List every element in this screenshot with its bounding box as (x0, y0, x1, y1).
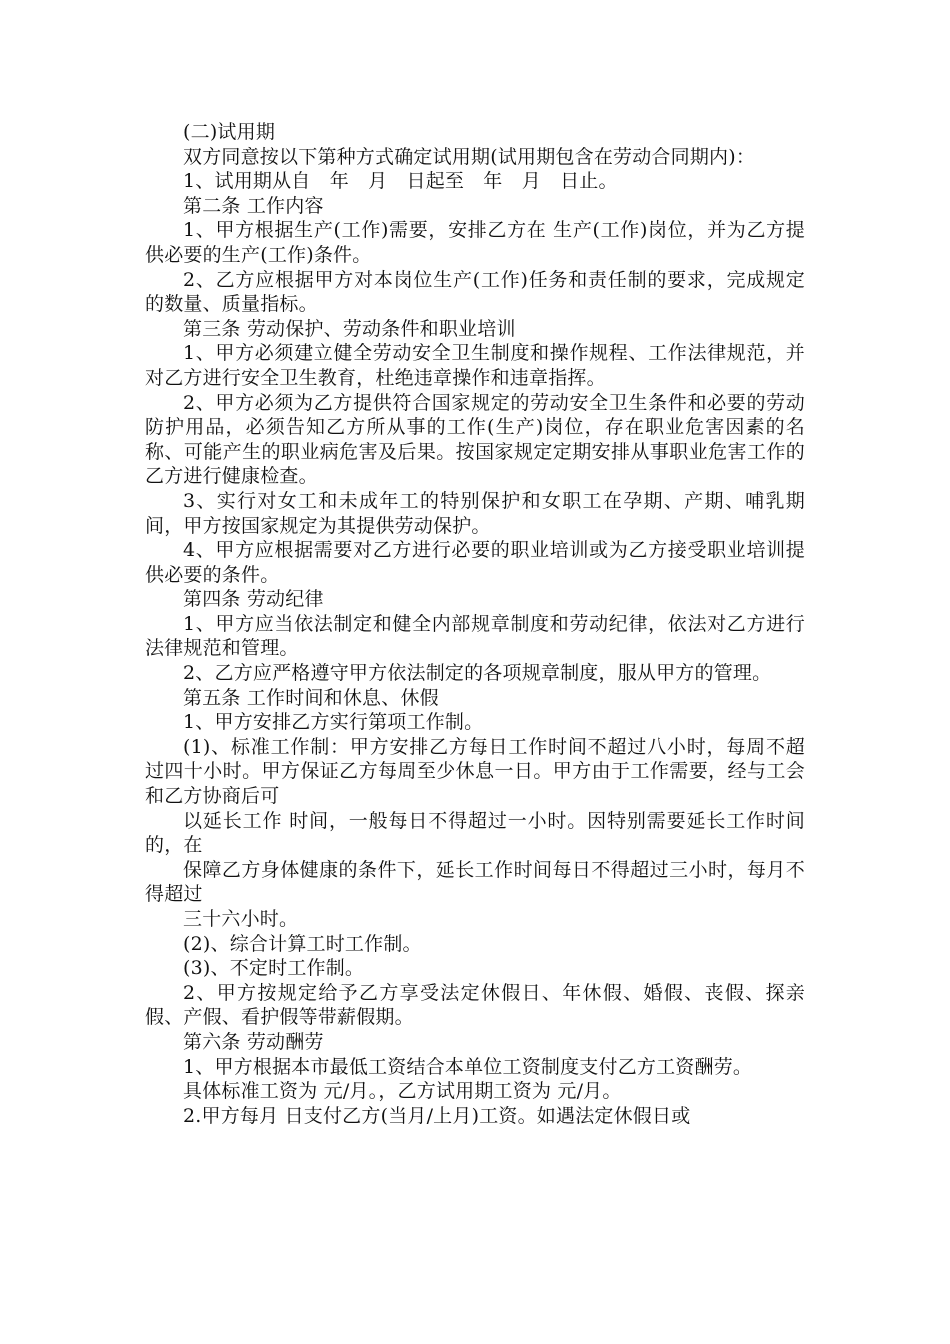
article-4-clause-2: 2、乙方应严格遵守甲方依法制定的各项规章制度，服从甲方的管理。 (183, 662, 772, 685)
article-4-clause-1: 1、甲方应当依法制定和健全内部规章制度和劳动纪律，依法对乙方进行法律规范和管理。 (145, 612, 805, 660)
article-3-heading: 第三条 劳动保护、劳动条件和职业培训 (183, 317, 516, 340)
article-4-heading: 第四条 劳动纪律 (183, 588, 324, 611)
article-5-monthly-cap: 三十六小时。 (183, 908, 299, 930)
article-6-clause-1: 1、甲方根据本市最低工资结合本单位工资制度支付乙方工资酬劳。 (183, 1055, 753, 1078)
article-2-clause-1: 1、甲方根据生产(工作)需要，安排乙方在 生产(工作)岗位，并为乙方提供必要的生产(工作)条件。 (145, 219, 805, 266)
article-2-clause-2: 2、乙方应根据甲方对本岗位生产(工作)任务和责任制的要求，完成规定的数量、质量指标。 (145, 268, 805, 316)
paragraph-probation-method: 双方同意按以下第种方式确定试用期(试用期包含在劳动合同期内)： (183, 145, 756, 168)
article-5-comprehensive-hours: (2)、综合计算工时工作制。 (183, 932, 422, 955)
paragraph-probation-heading: (二)试用期 (183, 121, 276, 143)
article-5-overtime-health: 保障乙方身体健康的条件下，延长工作时间每日不得超过三小时，每月不得超过 (145, 858, 805, 906)
article-6-wage-standard: 具体标准工资为 元/月。，乙方试用期工资为 元/月。 (183, 1080, 622, 1103)
paragraph-probation-period: 1、试用期从自 年 月 日起至 年 月 日止。 (183, 170, 618, 193)
article-3-clause-3: 3、实行对女工和未成年工的特别保护和女职工在孕期、产期、哺乳期间，甲方按国家规定为其提供劳动保护。 (145, 489, 805, 537)
article-5-clause-2: 2、甲方按规定给予乙方享受法定休假日、年休假、婚假、丧假、探亲假、产假、看护假等带薪假期。 (145, 981, 805, 1029)
article-3-clause-4: 4、甲方应根据需要对乙方进行必要的职业培训或为乙方接受职业培训提供必要的条件。 (145, 539, 805, 586)
article-6-heading: 第六条 劳动酬劳 (183, 1030, 324, 1053)
document-page (145, 120, 805, 1128)
article-5-standard-hours: (1)、标准工作制：甲方安排乙方每日工作时间不超过八小时，每周不超过四十小时。甲方保证乙方每周至少休息一日。甲方由于工作需要，经与工会和乙方协商后可 (145, 735, 805, 808)
article-5-heading: 第五条 工作时间和休息、休假 (183, 686, 439, 709)
article-6-clause-2: 2.甲方每月 日支付乙方(当月/上月)工资。如遇法定休假日或 (183, 1104, 691, 1127)
article-3-clause-1: 1、甲方必须建立健全劳动安全卫生制度和操作规程、工作法律规范，并对乙方进行安全卫生教育，杜绝违章操作和违章指挥。 (145, 342, 805, 389)
article-5-clause-1: 1、甲方安排乙方实行第项工作制。 (183, 711, 484, 734)
article-3-clause-2: 2、甲方必须为乙方提供符合国家规定的劳动安全卫生条件和必要的劳动防护用品，必须告知乙方所从事的工作(生产)岗位，存在职业危害因素的名称、可能产生的职业病危害及后果。按国家规定定期安排从事职业危害工作的乙方进行健康检查。 (145, 391, 805, 488)
article-5-overtime-limit: 以延长工作 时间，一般每日不得超过一小时。因特别需要延长工作时间的，在 (145, 809, 805, 857)
article-5-flexible-hours: (3)、不定时工作制。 (183, 957, 365, 980)
article-2-heading: 第二条 工作内容 (183, 194, 324, 217)
